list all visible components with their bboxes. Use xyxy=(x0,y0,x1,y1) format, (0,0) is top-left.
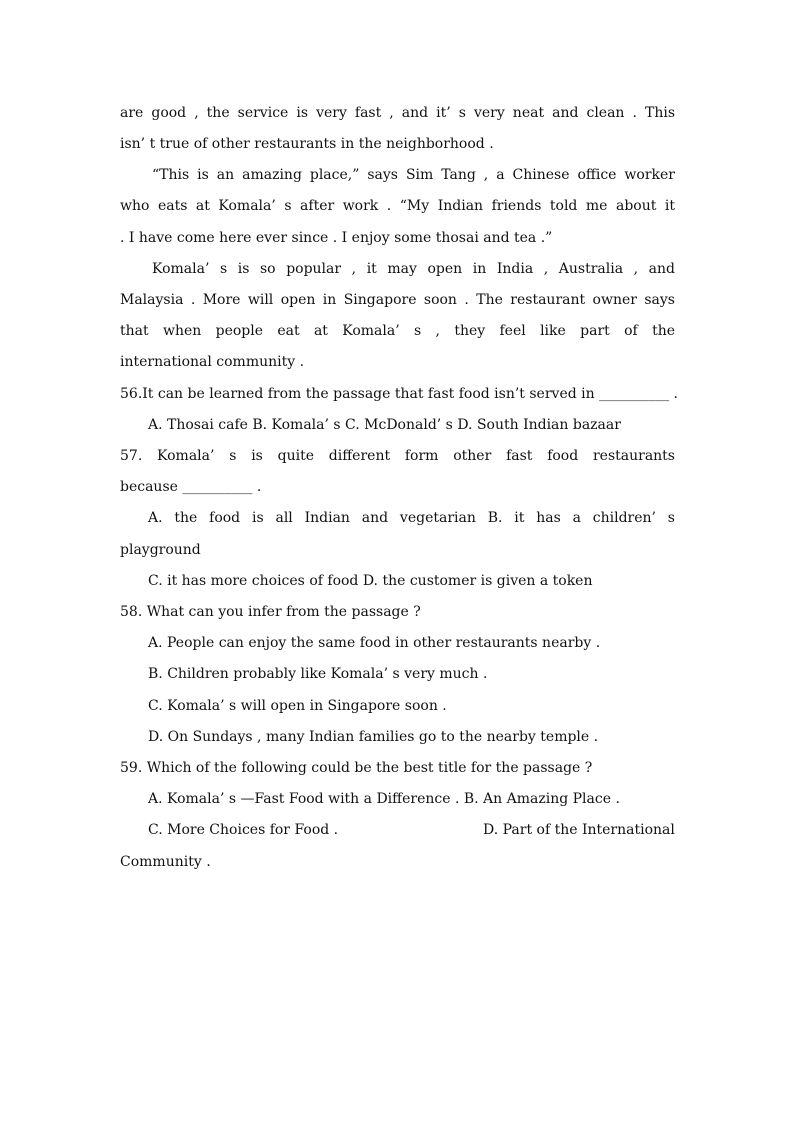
question-57-options-ab: A. the food is all Indian and vegetarian B. it has a children’ s xyxy=(148,510,675,526)
passage-line: . I have come here ever since . I enjoy some thosai and tea .” xyxy=(120,230,553,246)
question-58-stem: 58. What can you infer from the passage ? xyxy=(120,604,421,620)
passage-line: Komala’ s is so popular , it may open in India , Australia , and xyxy=(152,261,675,277)
passage-line: Malaysia . More will open in Singapore soon . The restaurant owner says xyxy=(120,292,675,308)
question-59-option-d-cont: Community . xyxy=(120,854,211,870)
question-58-option-b: B. Children probably like Komala’ s very much . xyxy=(148,666,488,682)
question-57-stem: 57. Komala’ s is quite different form other fast food restaurants xyxy=(120,448,675,464)
question-57-options-cd: C. it has more choices of food D. the customer is given a token xyxy=(148,573,593,589)
passage-line: are good , the service is very fast , and it’ s very neat and clean . This xyxy=(120,105,675,121)
passage-line: isn’ t true of other restaurants in the neighborhood . xyxy=(120,136,494,152)
question-58-option-c: C. Komala’ s will open in Singapore soon . xyxy=(148,698,447,714)
question-58-option-a: A. People can enjoy the same food in other restaurants nearby . xyxy=(148,635,601,651)
question-59-option-c: C. More Choices for Food . xyxy=(148,822,339,838)
question-58-option-d: D. On Sundays , many Indian families go to the nearby temple . xyxy=(148,729,599,745)
question-56-options: A. Thosai cafe B. Komala’ s C. McDonald’ s D. South Indian bazaar xyxy=(148,417,621,433)
question-57-options-ab-cont: playground xyxy=(120,542,201,558)
passage-line: that when people eat at Komala’ s , they feel like part of the xyxy=(120,323,675,339)
question-59-options-ab: A. Komala’ s —Fast Food with a Difference . B. An Amazing Place . xyxy=(148,791,620,807)
passage-line: “This is an amazing place,” says Sim Tang , a Chinese office worker xyxy=(152,167,675,183)
question-59-option-d: D. Part of the International xyxy=(483,822,675,838)
question-59-stem: 59. Which of the following could be the best title for the passage ? xyxy=(120,760,593,776)
passage-line: who eats at Komala’ s after work . “My Indian friends told me about it xyxy=(120,198,675,214)
question-57-stem-cont: because __________ . xyxy=(120,479,262,495)
passage-line: international community . xyxy=(120,354,305,370)
question-56-stem: 56.It can be learned from the passage that fast food isn’t served in __________ . xyxy=(120,386,678,402)
